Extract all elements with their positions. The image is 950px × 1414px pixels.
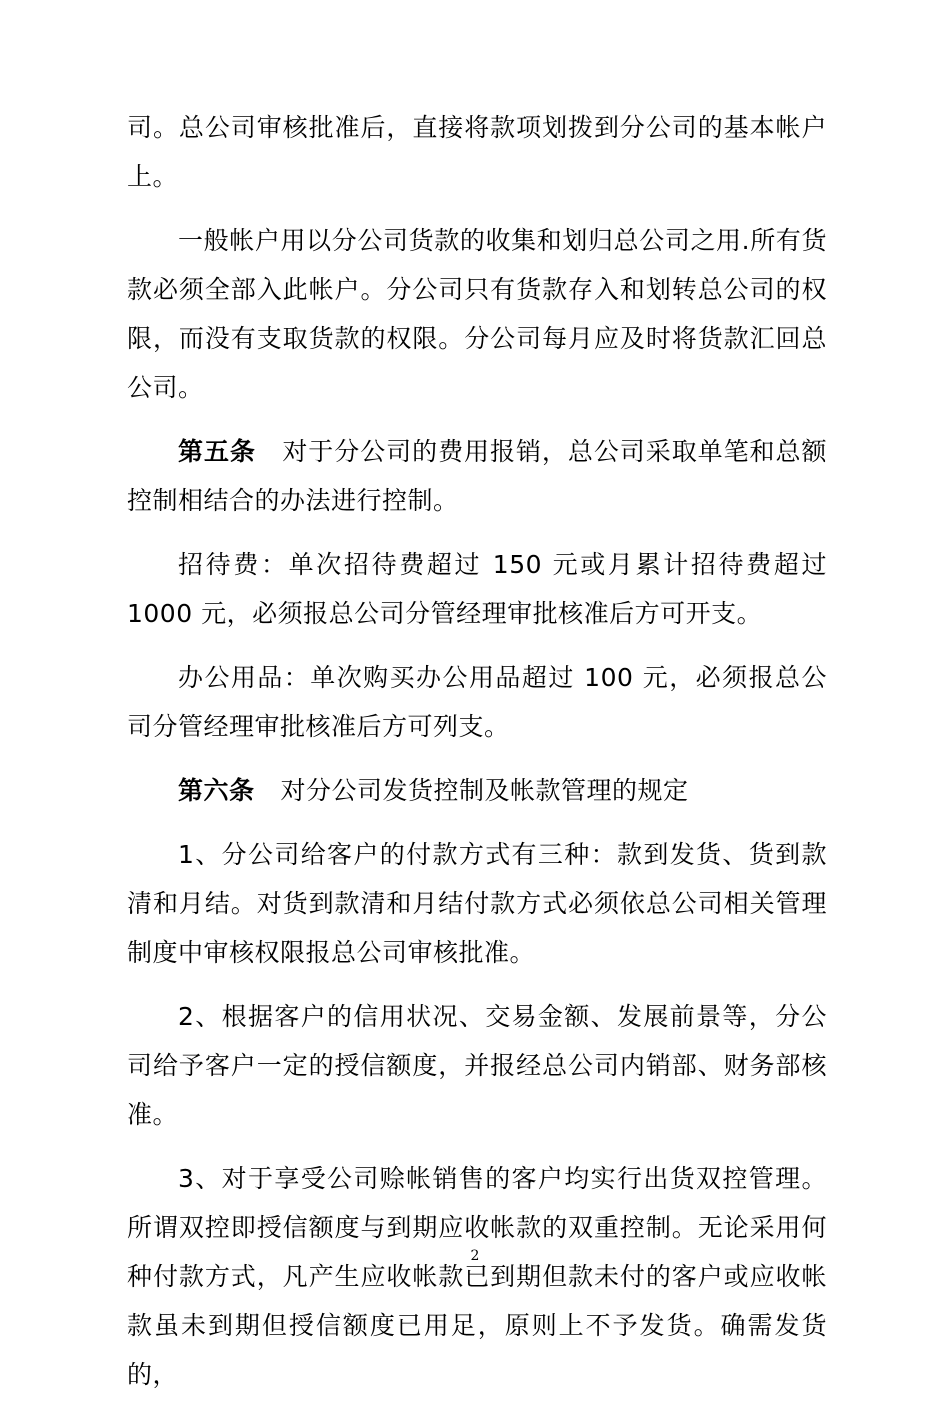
page-number: 2 bbox=[470, 1248, 480, 1264]
paragraph-text: 2、根据客户的信用状况、交易金额、发展前景等，分公司给予客户一定的授信额度，并报经总公司内销部、财务部核准。 bbox=[127, 1002, 827, 1129]
paragraph-text: 1、分公司给客户的付款方式有三种：款到发货、货到款清和月结。对货到款清和月结付款方式必须依总公司相关管理制度中审核权限报总公司审核批准。 bbox=[127, 840, 827, 967]
paragraph-continuation bbox=[127, 103, 827, 201]
document-body bbox=[127, 103, 827, 1414]
article-5 bbox=[127, 427, 827, 525]
paragraph-text: 办公用品：单次购买办公用品超过 100 元，必须报总公司分管经理审批核准后方可列支。 bbox=[127, 663, 827, 741]
article-heading: 第六条 bbox=[178, 776, 255, 805]
paragraph-text: 招待费：单次招待费超过 150 元或月累计招待费超过 1000 元，必须报总公司分管经理审批核准后方可开支。 bbox=[127, 550, 827, 628]
paragraph-text: 一般帐户用以分公司货款的收集和划归总公司之用.所有货款必须全部入此帐户。分公司只有货款存入和划转总公司的权限，而没有支取货款的权限。分公司每月应及时将货款汇回总公司。 bbox=[127, 226, 827, 402]
paragraph-text: 3、对于享受公司赊帐销售的客户均实行出货双控管理。所谓双控即授信额度与到期应收帐款的双重控制。无论采用何种付款方式，凡产生应收帐款已到期但款未付的客户或应收帐款虽未到期但授信额度已用足，原则上不予发货。确需发货的， bbox=[127, 1164, 827, 1389]
paragraph-text: 司。总公司审核批准后，直接将款项划拨到分公司的基本帐户上。 bbox=[127, 113, 827, 191]
paragraph-item-1 bbox=[127, 830, 827, 977]
paragraph-general-account bbox=[127, 216, 827, 412]
paragraph-text: 对于分公司的费用报销，总公司采取单笔和总额控制相结合的办法进行控制。 bbox=[127, 437, 827, 515]
article-6 bbox=[127, 766, 827, 815]
article-heading: 第五条 bbox=[178, 437, 256, 466]
paragraph-text: 对分公司发货控制及帐款管理的规定 bbox=[280, 776, 689, 805]
paragraph-item-2 bbox=[127, 992, 827, 1139]
paragraph-office-supplies bbox=[127, 653, 827, 751]
paragraph-entertainment bbox=[127, 540, 827, 638]
paragraph-item-3 bbox=[127, 1154, 827, 1399]
